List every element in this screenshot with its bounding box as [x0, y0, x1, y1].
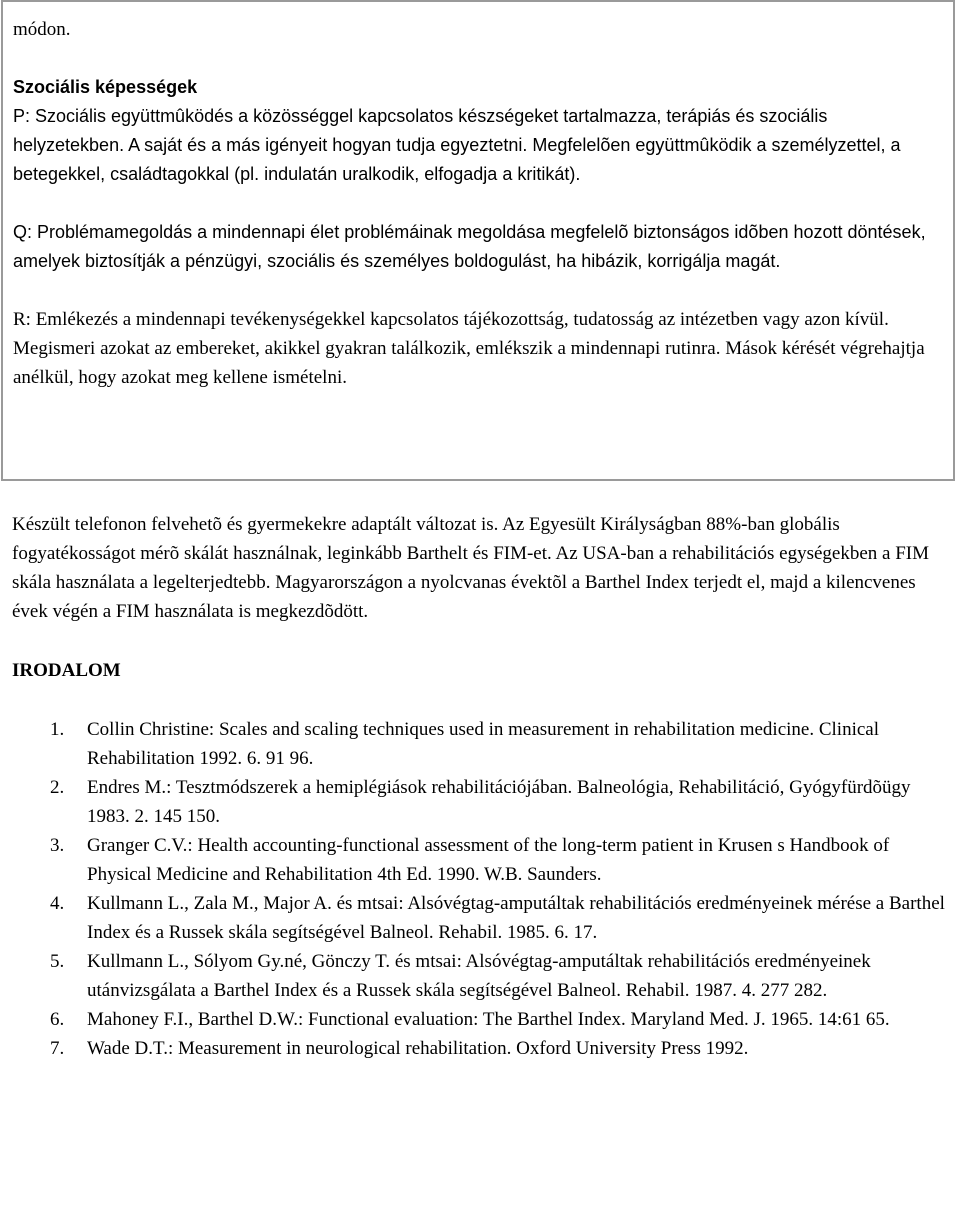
reference-item	[12, 947, 947, 1005]
reference-item	[12, 1034, 947, 1063]
reference-number: 3.	[50, 835, 65, 856]
reference-text: Wade D.T.: Measurement in neurological rehabilitation. Oxford University Press 1992.	[87, 1038, 749, 1059]
reference-number: 1.	[50, 719, 65, 740]
social-skills-heading: Szociális képességek	[13, 77, 198, 97]
reference-item	[12, 715, 947, 773]
reference-item	[12, 1005, 947, 1034]
reference-number: 7.	[50, 1038, 65, 1059]
problem-solving-paragraph: Q: Problémamegoldás a mindennapi élet problémáinak megoldása megfelelõ biztonságos idõben hozott döntések, amelyek biztosítják a pénzügyi, szociális és személyes boldogulást, ha hibázik, korrigálja magát.	[13, 222, 926, 271]
reference-text: Granger C.V.: Health accounting-functional assessment of the long-term patient in Krusen s Handbook of Physical Medicine and Rehabilitation 4th Ed. 1990. W.B. Saunders.	[87, 835, 890, 885]
reference-item	[12, 773, 947, 831]
memory-paragraph: R: Emlékezés a mindennapi tevékenységekkel kapcsolatos tájékozottság, tudatosság az intézetben vagy azon kívül. Megismeri azokat az embereket, akikkel gyakran találkozik, emlékszik a mindennapi rutinra. Mások kérését végrehajtja anélkül, hogy azokat meg kellene ismételni.	[13, 309, 925, 388]
intro-line: módon.	[13, 19, 71, 40]
references-list	[12, 715, 947, 1063]
reference-text: Kullmann L., Sólyom Gy.né, Gönczy T. és mtsai: Alsóvégtag-amputáltak rehabilitációs eredményeinek utánvizsgálata a Barthel Index és a Russek skála segítségével Balneol. Rehabil. 1987. 4. 277 282.	[87, 951, 871, 1001]
reference-number: 5.	[50, 951, 65, 972]
reference-number: 4.	[50, 893, 65, 914]
reference-text: Kullmann L., Zala M., Major A. és mtsai: Alsóvégtag-amputáltak rehabilitációs eredményeinek mérése a Barthel Index és a Russek skála segítségével Balneol. Rehabil. 1985. 6. 17.	[87, 893, 945, 943]
reference-text: Mahoney F.I., Barthel D.W.: Functional evaluation: The Barthel Index. Maryland Med. J. 1965. 14:61 65.	[87, 1009, 890, 1030]
reference-number: 2.	[50, 777, 65, 798]
reference-item	[12, 889, 947, 947]
fim-description-box	[1, 0, 955, 481]
reference-text: Collin Christine: Scales and scaling techniques used in measurement in rehabilitation medicine. Clinical Rehabilitation 1992. 6. 91 96.	[87, 719, 880, 769]
body-paragraph: Készült telefonon felvehetõ és gyermekekre adaptált változat is. Az Egyesült Királyságban 88%-ban globális fogyatékosságot mérõ skálát használnak, leginkább Barthelt és FIM-et. Az USA-ban a rehabilitációs egységekben a FIM skála használata a legelterjedtebb. Magyarországon a nyolcvanas évektõl a Barthel Index terjedt el, majd a kilencvenes évek végén a FIM használata is megkezdõdött.	[12, 514, 930, 622]
main-text	[12, 510, 947, 1063]
social-cooperation-paragraph: P: Szociális együttmûködés a közösséggel kapcsolatos készségeket tartalmazza, terápiás és szociális helyzetekben. A saját és a más igényeit hogyan tudja egyeztetni. Megfelelõen együttmûködik a személyzettel, a betegekkel, családtagokkal (pl. indulatán uralkodik, elfogadja a kritikát).	[13, 106, 901, 184]
reference-text: Endres M.: Tesztmódszerek a hemiplégiások rehabilitációjában. Balneológia, Rehabilitáció, Gyógyfürdõügy 1983. 2. 145 150.	[87, 777, 911, 827]
reference-item	[12, 831, 947, 889]
reference-number: 6.	[50, 1009, 65, 1030]
references-heading: IRODALOM	[12, 660, 121, 681]
